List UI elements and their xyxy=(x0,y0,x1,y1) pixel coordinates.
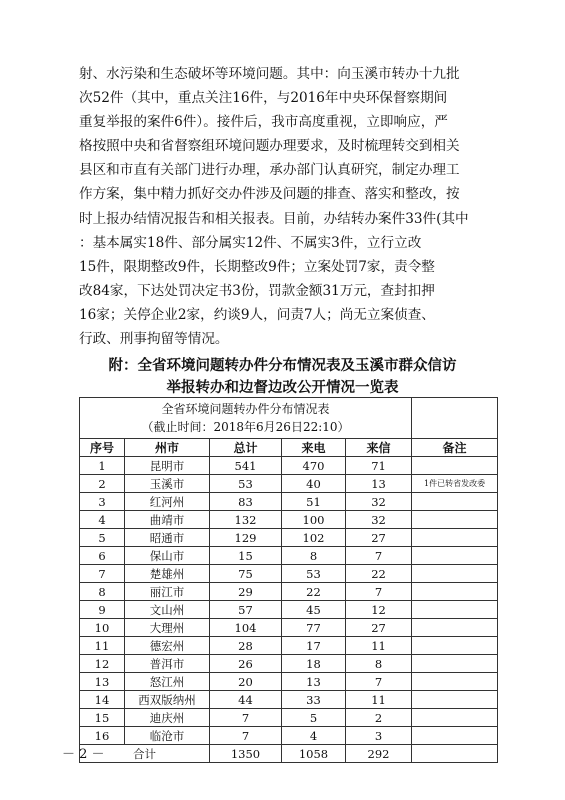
total-letters: 292 xyxy=(346,745,412,763)
attachment-caption-line2: 举报转办和边督边改公开情况一览表 xyxy=(166,379,399,396)
row-city: 文山州 xyxy=(125,601,210,619)
row-calls: 33 xyxy=(282,691,346,709)
distribution-table xyxy=(79,397,498,763)
row-calls: 5 xyxy=(282,709,346,727)
row-remarks xyxy=(412,673,498,691)
row-letters: 32 xyxy=(346,511,412,529)
row-city: 西双版纳州 xyxy=(125,691,210,709)
row-remarks xyxy=(412,457,498,475)
paragraph-line: 16家；关停企业2家，约谈9人，问责7人；尚无立案侦查、 xyxy=(79,306,435,323)
page-number: － 2 － xyxy=(62,747,105,762)
row-remarks xyxy=(412,727,498,745)
table-row xyxy=(80,565,498,583)
row-letters: 11 xyxy=(346,637,412,655)
table-row xyxy=(80,547,498,565)
row-calls: 53 xyxy=(282,565,346,583)
table-row xyxy=(80,673,498,691)
row-city: 红河州 xyxy=(125,493,210,511)
row-index: 10 xyxy=(80,619,125,637)
table-row xyxy=(80,475,498,493)
paragraph-line: 15件，限期整改9件，长期整改9件；立案处罚7家，责令整 xyxy=(79,258,435,275)
row-city: 保山市 xyxy=(125,547,210,565)
table-row xyxy=(80,601,498,619)
total-remarks xyxy=(412,745,498,763)
row-index: 3 xyxy=(80,493,125,511)
row-city: 德宏州 xyxy=(125,637,210,655)
row-index: 15 xyxy=(80,709,125,727)
row-total: 132 xyxy=(210,511,282,529)
row-remarks xyxy=(412,709,498,727)
row-city: 昆明市 xyxy=(125,457,210,475)
paragraph-line: 行政、刑事拘留等情况。 xyxy=(79,331,229,348)
row-total: 7 xyxy=(210,709,282,727)
row-index: 6 xyxy=(80,547,125,565)
row-city: 曲靖市 xyxy=(125,511,210,529)
row-total: 28 xyxy=(210,637,282,655)
row-city: 丽江市 xyxy=(125,583,210,601)
row-remarks xyxy=(412,529,498,547)
row-calls: 13 xyxy=(282,673,346,691)
table-subtitle: （截止时间：2018年6月26日22:10） xyxy=(141,420,350,434)
row-total: 57 xyxy=(210,601,282,619)
row-total: 53 xyxy=(210,475,282,493)
row-letters: 2 xyxy=(346,709,412,727)
table-title-blank xyxy=(412,398,498,439)
row-calls: 40 xyxy=(282,475,346,493)
row-calls: 45 xyxy=(282,601,346,619)
row-calls: 4 xyxy=(282,727,346,745)
body-paragraph xyxy=(79,62,499,351)
row-calls: 22 xyxy=(282,583,346,601)
row-remarks xyxy=(412,493,498,511)
attachment-caption-line1: 附：全省环境问题转办件分布情况表及玉溪市群众信访 xyxy=(108,357,457,374)
row-total: 541 xyxy=(210,457,282,475)
row-city: 怒江州 xyxy=(125,673,210,691)
row-total: 129 xyxy=(210,529,282,547)
row-letters: 27 xyxy=(346,529,412,547)
row-city: 临沧市 xyxy=(125,727,210,745)
paragraph-line: 格按照中央和省督察组环境问题办理要求，及时梳理转交到相关 xyxy=(79,138,460,155)
row-total: 44 xyxy=(210,691,282,709)
total-calls: 1058 xyxy=(282,745,346,763)
row-letters: 8 xyxy=(346,655,412,673)
table-row xyxy=(80,619,498,637)
table-row xyxy=(80,709,498,727)
table-row xyxy=(80,511,498,529)
paragraph-line: 时上报办结情况报告和相关报表。目前，办结转办案件33件(其中 xyxy=(79,210,469,227)
row-remarks xyxy=(412,565,498,583)
table-row xyxy=(80,529,498,547)
col-header-city: 州市 xyxy=(125,439,210,457)
col-header-total: 总计 xyxy=(210,439,282,457)
row-remarks xyxy=(412,619,498,637)
row-total: 15 xyxy=(210,547,282,565)
row-remarks xyxy=(412,511,498,529)
paragraph-line: ：基本属实18件、部分属实12件、不属实3件，立行立改 xyxy=(79,234,422,251)
row-remarks: 1件已转省发改委 xyxy=(412,475,498,493)
col-header-letters: 来信 xyxy=(346,439,412,457)
table-row xyxy=(80,637,498,655)
paragraph-line: 改84家，下达处罚决定书3份，罚款金额31万元，查封扣押 xyxy=(79,282,435,299)
row-calls: 470 xyxy=(282,457,346,475)
paragraph-line: 重复举报的案件6件）。接件后，我市高度重视，立即响应，严 xyxy=(79,114,448,131)
row-remarks xyxy=(412,637,498,655)
row-calls: 17 xyxy=(282,637,346,655)
row-remarks xyxy=(412,601,498,619)
row-calls: 18 xyxy=(282,655,346,673)
row-index: 9 xyxy=(80,601,125,619)
row-letters: 32 xyxy=(346,493,412,511)
col-header-index: 序号 xyxy=(80,439,125,457)
table-row xyxy=(80,493,498,511)
row-letters: 7 xyxy=(346,547,412,565)
row-letters: 13 xyxy=(346,475,412,493)
table-row xyxy=(80,457,498,475)
row-letters: 7 xyxy=(346,673,412,691)
paragraph-line: 作方案，集中精力抓好交办件涉及问题的排查、落实和整改，按 xyxy=(79,186,460,203)
table-total-row xyxy=(80,745,498,763)
row-city: 迪庆州 xyxy=(125,709,210,727)
row-calls: 77 xyxy=(282,619,346,637)
row-index: 16 xyxy=(80,727,125,745)
row-city: 普洱市 xyxy=(125,655,210,673)
table-row xyxy=(80,727,498,745)
paragraph-line: 射、水污染和生态破坏等环境问题。其中：向玉溪市转办十九批 xyxy=(79,66,460,82)
total-sum: 1350 xyxy=(210,745,282,763)
row-total: 20 xyxy=(210,673,282,691)
row-index: 11 xyxy=(80,637,125,655)
table-title-cell xyxy=(80,398,412,439)
col-header-remarks: 备注 xyxy=(412,439,498,457)
paragraph-line: 次52件（其中，重点关注16件，与2016年中央环保督察期间 xyxy=(79,90,448,107)
row-index: 2 xyxy=(80,475,125,493)
row-calls: 100 xyxy=(282,511,346,529)
total-label: 合计 xyxy=(80,745,210,763)
row-calls: 8 xyxy=(282,547,346,565)
row-index: 13 xyxy=(80,673,125,691)
row-total: 29 xyxy=(210,583,282,601)
row-letters: 71 xyxy=(346,457,412,475)
row-city: 玉溪市 xyxy=(125,475,210,493)
table-title: 全省环境问题转办件分布情况表 xyxy=(161,402,330,416)
row-index: 12 xyxy=(80,655,125,673)
row-total: 26 xyxy=(210,655,282,673)
row-remarks xyxy=(412,583,498,601)
row-index: 5 xyxy=(80,529,125,547)
row-index: 4 xyxy=(80,511,125,529)
paragraph-line: 县区和市直有关部门进行办理，承办部门认真研究，制定办理工 xyxy=(79,162,460,179)
row-total: 7 xyxy=(210,727,282,745)
row-index: 1 xyxy=(80,457,125,475)
table-header-row xyxy=(80,439,498,457)
table-row xyxy=(80,583,498,601)
row-index: 7 xyxy=(80,565,125,583)
row-letters: 12 xyxy=(346,601,412,619)
row-letters: 27 xyxy=(346,619,412,637)
row-total: 83 xyxy=(210,493,282,511)
table-row xyxy=(80,655,498,673)
row-city: 楚雄州 xyxy=(125,565,210,583)
row-total: 104 xyxy=(210,619,282,637)
row-total: 75 xyxy=(210,565,282,583)
row-letters: 7 xyxy=(346,583,412,601)
table-row xyxy=(80,691,498,709)
row-index: 8 xyxy=(80,583,125,601)
row-city: 大理州 xyxy=(125,619,210,637)
row-letters: 11 xyxy=(346,691,412,709)
row-remarks xyxy=(412,655,498,673)
row-letters: 22 xyxy=(346,565,412,583)
row-remarks xyxy=(412,691,498,709)
row-calls: 51 xyxy=(282,493,346,511)
col-header-calls: 来电 xyxy=(282,439,346,457)
row-remarks xyxy=(412,547,498,565)
row-city: 昭通市 xyxy=(125,529,210,547)
row-index: 14 xyxy=(80,691,125,709)
row-calls: 102 xyxy=(282,529,346,547)
row-letters: 3 xyxy=(346,727,412,745)
